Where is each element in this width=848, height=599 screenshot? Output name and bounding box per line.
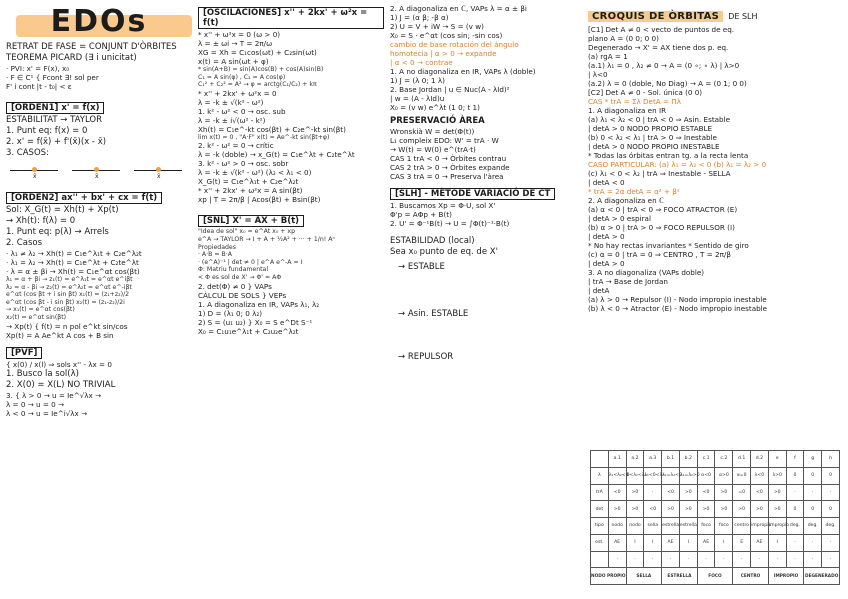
summary-table-wrap	[590, 450, 840, 585]
text-line: | detA > 0	[588, 232, 625, 241]
heading-preservacio: PRESERVACIÓ ÀREA	[390, 116, 485, 126]
text-line: * sin(A+B) = sin(A)cos(B) + cos(A)sin(B)	[198, 66, 324, 73]
text-line: (b) 0 < λ₂ < λ₁ | trA > 0 ⇒ Inestable	[588, 133, 717, 142]
text-line: "Idea de sol" x₀ = e^At x₀ + xp	[198, 228, 296, 236]
table-cell: impropio	[768, 518, 786, 535]
table-header-cell: e	[768, 451, 786, 468]
text-line: (c) α = 0 | trA = 0 ⇒ CENTRO , T = 2π/β	[588, 250, 731, 259]
text-line: x₂(t) = e^αt sin(βt)	[6, 313, 67, 321]
text-line: (c) λ₁ < 0 < λ₂ | trA ⇒ Inestable - SELLA	[588, 169, 731, 178]
table-cell: >0	[679, 484, 697, 501]
table-cell: ·	[786, 484, 804, 501]
text-line: 1. Buscamos Xp = Φ·U, sol X'	[390, 201, 496, 210]
table-cell: ·	[804, 484, 822, 501]
heading-orden2: [ORDEN2] ax'' + bx' + cx = f(t)	[6, 192, 162, 204]
text-line: Φ'p = AΦp + B(t)	[390, 210, 452, 219]
text-line: X_G(t) = C₁e^λ₁t + C₂e^λ₂t	[198, 177, 299, 187]
table-row	[591, 551, 840, 568]
text-line: · λ = α ± βi → Xh(t) = C₁e^αt cos(βt)	[6, 267, 140, 276]
text-line: | α < 0 → contrae	[390, 58, 453, 67]
table-cell: λ<0	[751, 467, 769, 484]
text-line: (a) α < 0 | trA < 0 ⇒ FOCO ATRACTOR (E)	[588, 205, 738, 214]
table-cell: E	[733, 534, 751, 551]
text-line: (a) λ > 0 → Repulsor (I) - Nodo impropio inestable	[588, 295, 767, 304]
table-cell: ·	[662, 551, 680, 568]
heading-pvf: [PVF]	[6, 347, 42, 359]
text-line: 1. Punt eq: p(λ) → Arrels	[6, 227, 109, 237]
text-line: 3. CASOS:	[6, 148, 49, 158]
text-line: homotecia | α > 0 → expande	[390, 49, 497, 58]
text-line: [C1] Det A ≠ 0 < vecto de puntos de eq.	[588, 25, 735, 34]
text-line: | detA	[588, 286, 610, 295]
axis-label: x̄	[33, 173, 37, 180]
table-footer-cell: CENTRO	[733, 568, 769, 585]
text-line: | detA > 0 NODO PROPIO ESTABLE	[588, 124, 713, 133]
table-cell: 0	[786, 467, 804, 484]
text-line: CAS * trA = Σλ DetA = Πλ	[588, 97, 681, 106]
table-row	[591, 518, 840, 535]
text-line: λ = -k (doble) → x_G(t) = C₁e^λt + C₂te^λt	[198, 150, 355, 160]
table-footer-cell: NODO PROPIO	[591, 568, 627, 585]
text-line: Xh(t) = C₁e^-kt cos(βt) + C₂e^-kt sin(βt)	[198, 124, 346, 134]
asin-estable-label: → Asin. ESTABLE	[398, 309, 469, 319]
text-line: (a.2) λ = 0 (doble, No Diag) → A = (0 1; 0 0)	[588, 79, 747, 88]
table-cell: AE	[608, 534, 626, 551]
text-line: * No hay rectas invariantes * Sentido de giro	[588, 241, 749, 250]
text-line: 2. Casos	[6, 238, 43, 248]
text-line: e^αt (cos βt - i sin βt) x₂(t) = (z₁-z₂)/2i	[6, 298, 125, 306]
text-line: 2. U' = Φ⁻¹B(t) → U = ∫Φ(t)⁻¹·B(t)	[390, 219, 510, 228]
table-cell: ·	[608, 551, 626, 568]
table-cell: ·	[822, 484, 840, 501]
text-line: 2. k² - ω² = 0 → crític	[198, 141, 274, 151]
table-header-cell: b.2	[679, 451, 697, 468]
text-line: ESTABILIDAD (local)	[390, 236, 475, 246]
table-cell: det	[591, 501, 609, 518]
table-cell: I	[679, 534, 697, 551]
text-line: 2. A diagonaliza en ℂ	[588, 196, 664, 205]
text-line: 1. A diagonaliza en IR, VAPs λ₁, λ₂	[198, 299, 320, 309]
table-cell: centro	[733, 518, 751, 535]
text-line: 3. { λ > 0 → u = Ie^√λx →	[6, 390, 102, 400]
table-cell: α>0	[715, 467, 733, 484]
text-line: CÀLCUL DE SOLS } VEPs	[198, 290, 287, 300]
column-3	[390, 4, 582, 363]
text-line: Xp(t) = A Ae^kt A cos + B sin	[6, 330, 114, 340]
table-cell: >0	[608, 501, 626, 518]
text-line: 2. x' = f(x̄) + f'(x̄)(x - x̄)	[6, 137, 107, 147]
slh-block	[390, 201, 582, 228]
text-line: λ = -k ± i√(ω² - k²)	[198, 115, 266, 125]
table-footer-cell: FOCO	[697, 568, 733, 585]
text-line: x(t) = A sin(ωt + φ)	[198, 57, 269, 66]
table-cell: tipo	[591, 518, 609, 535]
text-line: e^A → TAYLOR → I + A + ½A² + ··· + 1/n! Aⁿ	[198, 235, 335, 243]
text-line: 2. Base Jordan | u ∈ Nuc(A - λId)²	[390, 85, 510, 94]
table-cell: nodo	[608, 518, 626, 535]
text-line: → Xp(t) { f(t) = n pol e^kt sin/cos	[6, 321, 128, 331]
summary-table	[590, 450, 840, 585]
table-cell: est.	[591, 534, 609, 551]
table-cell: λ₁<λ₂<0	[608, 467, 626, 484]
text-line: C₁ = A sin(φ) , C₂ = A cos(φ)	[198, 73, 286, 81]
text-line: λ₁ = α + βi → z₁(t) = e^λ₁t = e^αt e^iβt	[6, 276, 133, 283]
text-line: (b) λ < 0 → Atractor (E) - Nodo impropio inestable	[588, 304, 768, 313]
axis-label: x̄	[157, 173, 161, 180]
text-line: | detA > 0 NODO PROPIO INESTABLE	[588, 142, 720, 151]
axis-label: x̄	[95, 173, 99, 180]
table-cell: λ₁<0<λ₂	[644, 467, 662, 484]
text-line: 2. A diagonaliza en ℂ, VAPs λ = α ± βi	[390, 4, 527, 13]
table-cell: ·	[786, 534, 804, 551]
text-line: TEOREMA PICARD (∃ i unicitat)	[6, 53, 137, 63]
table-cell: ·	[715, 551, 733, 568]
table-cell: >0	[662, 501, 680, 518]
diagonaliza-block	[390, 4, 582, 112]
table-cell: nodo	[626, 518, 644, 535]
oscilaciones-block	[198, 30, 384, 204]
table-header-cell: b.1	[662, 451, 680, 468]
table-cell: α=0	[733, 467, 751, 484]
table-cell: foco	[697, 518, 715, 535]
text-line: λ = ± ωi → T = 2π/ω	[198, 39, 273, 48]
text-line: (a.1) λ₁ = 0 , λ₂ ≠ 0 → A = (0 ∘; ∘ λ) | λ>0	[588, 61, 740, 70]
table-cell: <0	[644, 501, 662, 518]
text-line: plano A = (0 0; 0 0)	[588, 34, 659, 43]
stability-axes	[6, 161, 192, 183]
text-line: λ₂ = α - βi → z₂(t) = e^λ₂t = e^αt e^-iβt	[6, 283, 132, 291]
table-header-cell: c.2	[715, 451, 733, 468]
text-line: Propiedades	[198, 243, 236, 251]
text-line: 1. A diagonaliza en IR	[588, 106, 667, 115]
table-cell: λ>0	[768, 467, 786, 484]
table-header-cell: h	[822, 451, 840, 468]
text-line: 1. Punt eq: f(x) = 0	[6, 126, 88, 136]
table-header-cell	[591, 451, 609, 468]
table-cell: AE	[751, 534, 769, 551]
text-line: (a) rgA = 1	[588, 52, 628, 61]
text-line: 1. Busco la sol(λ)	[6, 368, 79, 379]
text-line: CAS 3 trA = 0 → Preserva l'àrea	[390, 172, 504, 181]
text-line: 1. A no diagonaliza en IR, VAPs λ (doble)	[390, 67, 536, 76]
table-header-cell: a.3	[644, 451, 662, 468]
table-cell: I	[644, 534, 662, 551]
text-line: 1) J = (λ 0; 1 λ)	[390, 76, 445, 85]
heading-snl: [SNL] X' = AX + B(t)	[198, 215, 304, 227]
text-line: · (e^A)⁻¹ | det ≠ 0 | e^A e^-A = I	[198, 258, 303, 266]
estable-label: → ESTABLE	[398, 262, 445, 272]
text-line: C₁² + C₂² = A² → φ = arctg(C₁/C₂) + kπ	[198, 81, 317, 89]
table-cell: deg.	[804, 518, 822, 535]
table-cell: I	[626, 534, 644, 551]
repulsor-label: → REPULSOR	[398, 352, 454, 362]
table-cell: >0	[679, 501, 697, 518]
table-header-cell: d.2	[751, 451, 769, 468]
table-footer-cell: DEGENERADO	[804, 568, 840, 585]
text-line: 2. X(0) = X(L) NO TRIVIAL	[6, 379, 116, 390]
text-line: | trA → Base de Jordan	[588, 277, 668, 286]
table-cell: estrella	[679, 518, 697, 535]
croquis-block	[588, 25, 842, 313]
table-cell: ·	[626, 551, 644, 568]
heading-croquis-suffix: DE SLH	[728, 12, 758, 21]
table-cell: ·	[644, 484, 662, 501]
table-cell: ·	[822, 551, 840, 568]
text-line: 1. k² - ω² < 0 → osc. sub	[198, 106, 286, 116]
text-line: (b) α > 0 | trA > 0 ⇒ FOCO REPULSOR (I)	[588, 223, 735, 232]
heading-slh: [SLH] - MÈTODE VARIACIÓ DE CT	[390, 188, 555, 200]
text-line: CASO PARTICULAR: (a) λ₁ = λ₂ < 0 (b) λ₁ = λ₂ > 0	[588, 160, 767, 169]
text-line: F' i cont |t - t₀| < ε	[6, 82, 72, 91]
text-line: · λ₁ ≠ λ₂ → Xh(t) = C₁e^λ₁t + C₂e^λ₂t	[6, 249, 142, 258]
text-line: Degenerado → X' = AX tiene dos p. eq.	[588, 43, 729, 52]
text-line: { x(0) / x(l) ⇒ sols x'' - λx = 0	[6, 359, 112, 369]
text-line: 3. A no diagonaliza (VAPs doble)	[588, 268, 705, 277]
text-line: RETRAT DE FASE = CONJUNT D'ÒRBITES	[6, 42, 177, 52]
heading-orden1: [ORDEN1] x' = f(x)	[6, 102, 104, 114]
text-line: lim x(t) = 0 , "A·F" x(t) = Ae^-kt sin(βt+φ)	[198, 133, 330, 141]
intro-block	[6, 42, 192, 91]
text-line: Sea x₀ punto de eq. de X'	[390, 247, 498, 257]
text-line: 2. det(Φ) ≠ 0 } VAPs	[198, 281, 272, 291]
table-cell: foco	[715, 518, 733, 535]
text-line: L₁ compleix EDO: W' = trA · W	[390, 136, 499, 145]
text-line: XG = Xh = C₁cos(ωt) + C₂sin(ωt)	[198, 48, 317, 57]
snl-block	[198, 228, 384, 335]
column-4	[588, 4, 842, 313]
table-cell: 0	[822, 467, 840, 484]
column-1	[6, 4, 192, 418]
table-row	[591, 467, 840, 484]
table-cell: deg.	[822, 518, 840, 535]
table-cell: >0	[626, 501, 644, 518]
table-cell: λ	[591, 467, 609, 484]
eq-dot	[32, 167, 37, 172]
table-cell: <0	[608, 484, 626, 501]
table-cell: <0	[751, 484, 769, 501]
text-line: (a) λ₁ < λ₂ < 0 | trA < 0 ⇒ Asin. Estable	[588, 115, 731, 124]
table-cell: ·	[751, 551, 769, 568]
table-row	[591, 484, 840, 501]
page-title: EDOs	[50, 4, 148, 39]
table-cell: <0	[662, 484, 680, 501]
text-line: Wronskià W = det(Φ(t))	[390, 127, 475, 136]
text-line: · λ₁ = λ₂ → Xh(t) = C₁e^λt + C₂te^λt	[6, 258, 139, 267]
table-cell: =0	[733, 484, 751, 501]
table-cell: >0	[626, 484, 644, 501]
table-cell: ·	[804, 551, 822, 568]
orden2-block	[6, 205, 192, 340]
table-cell: >0	[751, 501, 769, 518]
table-footer-cell: ESTRELLA	[662, 568, 698, 585]
table-cell: ·	[786, 551, 804, 568]
text-line: e^αt (cos βt + i sin βt) x₁(t) = (z₁+z₂)/2	[6, 291, 130, 299]
text-line: X₀ = C₁u₁e^λ₁t + C₂u₂e^λ₂t	[198, 326, 299, 336]
estabilidad-block	[390, 236, 582, 258]
text-line: CAS 2 trA > 0 → Òrbites expande	[390, 163, 510, 172]
text-line: xp | T = 2π/β | Acos(βt) + Bsin(βt)	[198, 195, 321, 205]
text-line: λ = -k ± √(k² - ω²) (λ₂ < λ₁ < 0)	[198, 168, 312, 178]
table-cell: >0	[715, 484, 733, 501]
text-line: * Todas las órbitas entran tg. a la recta lenta	[588, 151, 749, 160]
text-line: | detA > 0 espiral	[588, 214, 651, 223]
text-line: ESTABILITAT → TAYLOR	[6, 115, 103, 125]
text-line: X₀ = (v w) e^λt (1 0; t 1)	[390, 103, 480, 112]
table-cell: sella	[644, 518, 662, 535]
table-cell: ·	[768, 551, 786, 568]
table-row	[591, 501, 840, 518]
table-header-cell: a.2	[626, 451, 644, 468]
text-line: * x'' + ω²x = 0 (ω > 0)	[198, 30, 281, 39]
table-cell: >0	[697, 501, 715, 518]
orden1-block	[6, 115, 192, 159]
table-cell: >0	[768, 484, 786, 501]
text-line: * trA = 2α detA = α² + β²	[588, 187, 680, 196]
text-line: | detA > 0	[588, 259, 625, 268]
table-cell: <0	[697, 484, 715, 501]
table-cell: >0	[715, 501, 733, 518]
heading-croquis: CROQUIS DE ÒRBITAS	[588, 11, 723, 22]
table-cell: ·	[644, 551, 662, 568]
text-line: CAS 1 trA < 0 → Òrbites contrau	[390, 154, 507, 163]
text-line: 1) J = (α β; -β α)	[390, 13, 449, 22]
table-row	[591, 534, 840, 551]
table-cell: α<0	[697, 467, 715, 484]
text-line: · PVI: x' = F(x), x₀	[6, 64, 70, 73]
heading-oscilaciones: [OSCILACIONES] x'' + 2kx' + ω²x = f(t)	[198, 7, 384, 29]
table-cell: impropio	[751, 518, 769, 535]
text-line: [C2] Det A ≠ 0 - Sol. única (0 0)	[588, 88, 703, 97]
text-line: → x₁(t) = e^αt cos(βt)	[6, 306, 75, 314]
table-cell: I	[715, 534, 733, 551]
table-header-cell: d.1	[733, 451, 751, 468]
table-footer-cell: SELLA	[626, 568, 662, 585]
table-cell: ·	[679, 551, 697, 568]
table-cell: I	[768, 534, 786, 551]
text-line: λ = -k ± √(k² - ω²)	[198, 97, 264, 107]
table-cell	[591, 551, 609, 568]
table-cell: 0	[804, 467, 822, 484]
table-cell: estrella	[662, 518, 680, 535]
text-line: λ = 0 → u = 0 →	[6, 399, 65, 409]
table-cell: 0	[786, 501, 804, 518]
table-cell: λ₁=λ₂<0	[662, 467, 680, 484]
table-footer-cell: IMPROPIO	[768, 568, 804, 585]
text-line: · A·B = B·A	[198, 251, 232, 259]
text-line: 2) S = (u₁ u₂) } X₀ = S e^Dt S⁻¹	[198, 317, 313, 327]
table-header-cell: f	[786, 451, 804, 468]
text-line: Φ: Matriu fundamental	[198, 266, 269, 274]
eq-dot	[94, 167, 99, 172]
table-cell: ·	[804, 534, 822, 551]
table-header-cell: c.1	[697, 451, 715, 468]
eq-dot	[156, 167, 161, 172]
table-cell: ·	[822, 534, 840, 551]
table-cell: >0	[733, 501, 751, 518]
text-line: < Φ es sol de X' → Φ' = AΦ	[198, 273, 282, 281]
title-block	[6, 4, 192, 40]
table-cell: AE	[662, 534, 680, 551]
text-line: → Xh(t): f(λ) = 0	[6, 216, 76, 226]
text-line: → W(t) = W(0) e^(trA·t)	[390, 145, 476, 154]
table-cell: deg.	[786, 518, 804, 535]
table-header-cell: g	[804, 451, 822, 468]
text-line: | λ<0	[588, 70, 608, 79]
table-cell: λ₁=λ₂>0	[679, 467, 697, 484]
table-cell: 0	[822, 501, 840, 518]
text-line: * x'' + 2kx' + ω²x = A sin(βt)	[198, 186, 303, 196]
text-line: 1) D = (λ₁ 0; 0 λ₂)	[198, 308, 263, 318]
column-2	[198, 4, 384, 336]
table-cell: trA	[591, 484, 609, 501]
text-line: * x'' + 2kx' + ω²x = 0	[198, 88, 277, 98]
pvf-block	[6, 360, 192, 418]
text-line: | w = (A - λId)u	[390, 94, 445, 103]
table-header-cell: a.1	[608, 451, 626, 468]
text-line: 3. k² - ω² > 0 → osc. sobr	[198, 159, 289, 169]
text-line: X₀ = S · e^αt (cos sin; -sin cos)	[390, 31, 503, 40]
text-line: | detA < 0	[588, 178, 625, 187]
text-line: · F ∈ C¹ { Fcont ∃! sol per	[6, 73, 99, 82]
preservacio-block	[390, 127, 582, 181]
table-cell: 0	[804, 501, 822, 518]
table-cell: ·	[697, 551, 715, 568]
table-cell: ·	[733, 551, 751, 568]
text-line: 2) U = V + iW → S = (v w)	[390, 22, 484, 31]
text-line: Sol: X_G(t) = Xh(t) + Xp(t)	[6, 205, 119, 215]
text-line: cambio de base rotación del ángulo	[390, 40, 519, 49]
table-cell: >0	[768, 501, 786, 518]
table-cell: 0<λ₂<λ₁	[626, 467, 644, 484]
table-cell: AE	[697, 534, 715, 551]
text-line: λ < 0 → u = Ie^i√λx →	[6, 408, 88, 418]
